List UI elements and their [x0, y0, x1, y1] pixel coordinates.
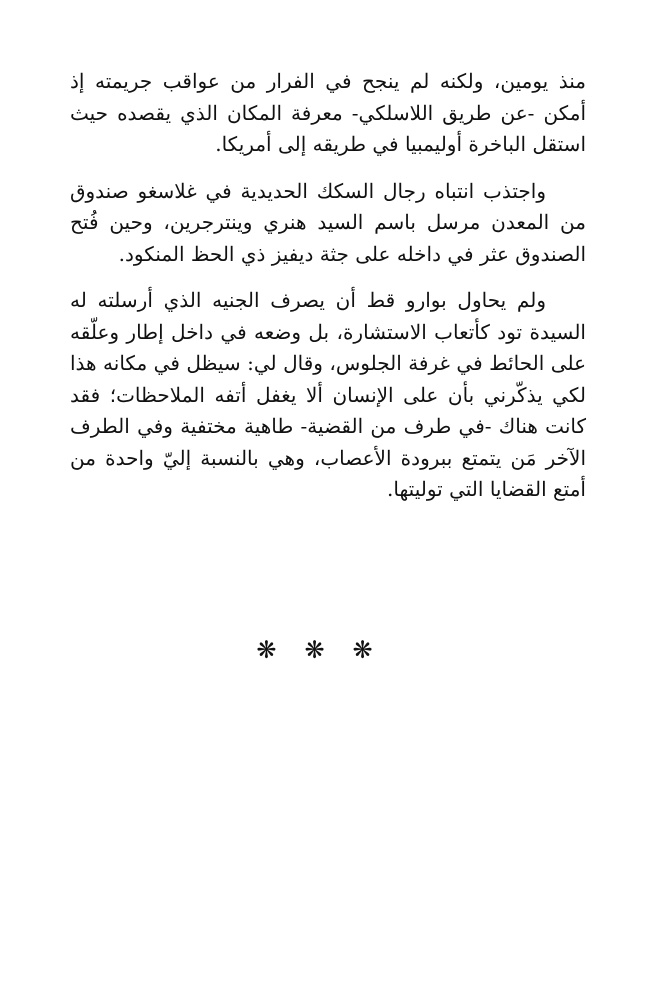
body-text	[70, 66, 586, 506]
paragraph-2: واجتذب انتباه رجال السكك الحديدية في غلاسغو صندوق من المعدن مرسل باسم السيد هنري وينترجرين، وحين فُتح الصندوق عثر في داخله على جثة ديفيز ذي الحظ المنكود.	[70, 178, 586, 266]
paragraph-1: منذ يومين، ولكنه لم ينجح في الفرار من عواقب جريمته إذ أمكن -عن طريق اللاسلكي- معرفة المكان الذي يقصده حيث استقل الباخرة أوليمبيا في طريقه إلى أمريكا.	[70, 69, 586, 156]
paragraph-3: ولم يحاول بوارو قط أن يصرف الجنيه الذي أرسلته له السيدة تود كأتعاب الاستشارة، بل وضعه في داخل إطار وعلّقه على الحائط في غرفة الجلوس، وقال لي: سيظل في مكانه هذا لكي يذكّرني بأن على الإنسان ألا يغفل أتفه الملاحظات؛ فقد كانت هناك -في طرف من القضية- طاهية مختفية وفي الطرف الآخر مَن يتمتع ببرودة الأعصاب، وهي بالنسبة إليّ واحدة من أمتع القضايا التي توليتها.	[70, 288, 586, 501]
section-separator	[0, 636, 651, 664]
asterism-icon: ❋	[352, 636, 395, 664]
asterism-icon: ❋	[256, 636, 299, 664]
asterism-icon: ❋	[304, 636, 347, 664]
